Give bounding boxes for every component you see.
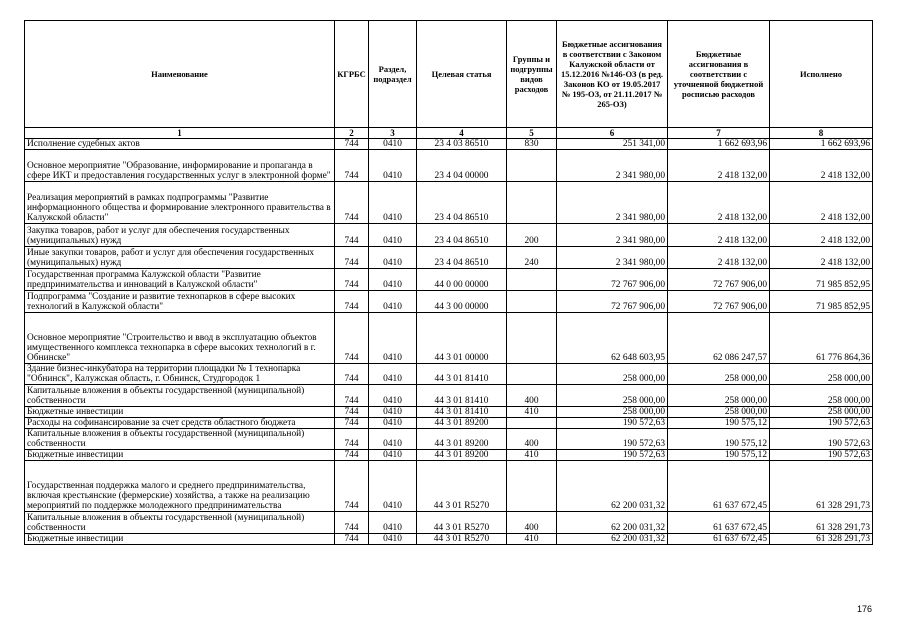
cell-executed: 258 000,00 (770, 407, 873, 418)
cell-kgrbs: 744 (335, 150, 369, 182)
cell-law: 62 200 031,32 (557, 512, 668, 534)
cell-section: 0410 (369, 269, 417, 291)
cell-kgrbs: 744 (335, 224, 369, 247)
cell-target: 23 4 04 00000 (417, 150, 507, 182)
cell-executed: 2 418 132,00 (770, 182, 873, 224)
cell-law: 72 767 906,00 (557, 291, 668, 313)
header-target: Целевая статья (417, 21, 507, 128)
cell-name: Расходы на софинансирование за счет средств областного бюджета (25, 418, 335, 429)
cell-name: Исполнение судебных актов (25, 139, 335, 150)
cell-kgrbs: 744 (335, 247, 369, 269)
column-number: 6 (557, 128, 668, 139)
cell-refined: 62 086 247,57 (668, 313, 770, 364)
table-body (25, 139, 873, 545)
cell-vr (507, 291, 557, 313)
cell-target: 23 4 04 86510 (417, 247, 507, 269)
table-row (25, 269, 873, 291)
cell-name: Государственная поддержка малого и среднего предпринимательства, включая крестьянские (фермерские) хозяйства, а также на реализацию мероприятий по поддержке молодежного предпринимательства (25, 461, 335, 512)
cell-executed: 61 776 864,36 (770, 313, 873, 364)
cell-executed: 61 328 291,73 (770, 534, 873, 545)
header-law: Бюджетные ассигнования в соответствии с Законом Калужской области от 15.12.2016 №146-ОЗ (в ред. Законов КО от 19.05.2017 № 195-ОЗ, от 21.11.2017 № 265-ОЗ) (557, 21, 668, 128)
table-row (25, 461, 873, 512)
cell-name: Бюджетные инвестиции (25, 450, 335, 461)
cell-executed: 71 985 852,95 (770, 291, 873, 313)
cell-target: 23 4 04 86510 (417, 224, 507, 247)
budget-table (24, 20, 873, 545)
cell-refined: 190 575,12 (668, 450, 770, 461)
cell-kgrbs: 744 (335, 407, 369, 418)
cell-target: 44 3 00 00000 (417, 291, 507, 313)
table-row (25, 385, 873, 407)
cell-executed: 71 985 852,95 (770, 269, 873, 291)
cell-section: 0410 (369, 364, 417, 385)
cell-executed: 1 662 693,96 (770, 139, 873, 150)
cell-target: 23 4 04 86510 (417, 182, 507, 224)
cell-section: 0410 (369, 313, 417, 364)
cell-refined: 2 418 132,00 (668, 247, 770, 269)
column-number: 7 (668, 128, 770, 139)
cell-section: 0410 (369, 534, 417, 545)
cell-kgrbs: 744 (335, 182, 369, 224)
table-row (25, 450, 873, 461)
cell-law: 2 341 980,00 (557, 247, 668, 269)
header-groups: Группы и подгруппы видов расходов (507, 21, 557, 128)
cell-refined: 1 662 693,96 (668, 139, 770, 150)
cell-executed: 190 572,63 (770, 418, 873, 429)
cell-target: 44 3 01 89200 (417, 418, 507, 429)
cell-name: Государственная программа Калужской области "Развитие предпринимательства и инноваций в Калужской области" (25, 269, 335, 291)
cell-law: 2 341 980,00 (557, 224, 668, 247)
cell-vr: 830 (507, 139, 557, 150)
column-number: 2 (335, 128, 369, 139)
cell-kgrbs: 744 (335, 450, 369, 461)
cell-name: Здание бизнес-инкубатора на территории площадки № 1 технопарка "Обнинск", Калужская область, г. Обнинск, Студгородок 1 (25, 364, 335, 385)
cell-law: 190 572,63 (557, 429, 668, 450)
cell-vr (507, 182, 557, 224)
cell-kgrbs: 744 (335, 364, 369, 385)
cell-name: Капитальные вложения в объекты государственной (муниципальной) собственности (25, 429, 335, 450)
cell-refined: 61 637 672,45 (668, 534, 770, 545)
cell-law: 190 572,63 (557, 450, 668, 461)
cell-refined: 72 767 906,00 (668, 291, 770, 313)
cell-vr (507, 418, 557, 429)
cell-executed: 2 418 132,00 (770, 224, 873, 247)
cell-vr: 240 (507, 247, 557, 269)
table-row (25, 291, 873, 313)
cell-law: 62 200 031,32 (557, 534, 668, 545)
table-row (25, 364, 873, 385)
table-row (25, 247, 873, 269)
cell-refined: 190 575,12 (668, 418, 770, 429)
cell-target: 44 3 01 R5270 (417, 461, 507, 512)
column-number-row (25, 128, 873, 139)
cell-name: Реализация мероприятий в рамках подпрограммы "Развитие информационного общества и формирование электронного правительства в Калужской области" (25, 182, 335, 224)
cell-target: 44 3 01 89200 (417, 429, 507, 450)
table-row (25, 407, 873, 418)
cell-vr: 200 (507, 224, 557, 247)
cell-section: 0410 (369, 247, 417, 269)
cell-name: Бюджетные инвестиции (25, 534, 335, 545)
cell-target: 44 3 01 81410 (417, 385, 507, 407)
cell-kgrbs: 744 (335, 313, 369, 364)
cell-refined: 258 000,00 (668, 407, 770, 418)
cell-name: Основное мероприятие "Образование, информирование и пропаганда в сфере ИКТ и предоставления государственных услуг в электронной форме" (25, 150, 335, 182)
table-row (25, 534, 873, 545)
cell-section: 0410 (369, 418, 417, 429)
cell-executed: 190 572,63 (770, 429, 873, 450)
cell-law: 2 341 980,00 (557, 182, 668, 224)
cell-target: 44 0 00 00000 (417, 269, 507, 291)
cell-target: 44 3 01 81410 (417, 364, 507, 385)
column-number: 5 (507, 128, 557, 139)
cell-law: 2 341 980,00 (557, 150, 668, 182)
cell-refined: 61 637 672,45 (668, 461, 770, 512)
table-row (25, 139, 873, 150)
cell-name: Капитальные вложения в объекты государственной (муниципальной) собственности (25, 512, 335, 534)
cell-section: 0410 (369, 450, 417, 461)
cell-vr (507, 269, 557, 291)
column-number: 4 (417, 128, 507, 139)
cell-kgrbs: 744 (335, 512, 369, 534)
cell-executed: 2 418 132,00 (770, 150, 873, 182)
header-name: Наименование (25, 21, 335, 128)
cell-kgrbs: 744 (335, 385, 369, 407)
cell-law: 258 000,00 (557, 407, 668, 418)
cell-section: 0410 (369, 429, 417, 450)
cell-vr (507, 313, 557, 364)
table-row (25, 418, 873, 429)
header-section: Раздел, подраздел (369, 21, 417, 128)
cell-kgrbs: 744 (335, 269, 369, 291)
cell-executed: 2 418 132,00 (770, 247, 873, 269)
column-number: 8 (770, 128, 873, 139)
cell-section: 0410 (369, 182, 417, 224)
cell-law: 62 200 031,32 (557, 461, 668, 512)
cell-name: Основное мероприятие "Строительство и ввод в эксплуатацию объектов имущественного комплекса технопарка в сфере высоких технологий в г. Обнинске" (25, 313, 335, 364)
column-number: 1 (25, 128, 335, 139)
cell-vr: 400 (507, 512, 557, 534)
cell-vr: 410 (507, 407, 557, 418)
cell-section: 0410 (369, 291, 417, 313)
table-row (25, 150, 873, 182)
cell-executed: 258 000,00 (770, 385, 873, 407)
table-row (25, 224, 873, 247)
cell-refined: 258 000,00 (668, 364, 770, 385)
cell-target: 44 3 01 89200 (417, 450, 507, 461)
cell-vr (507, 364, 557, 385)
cell-executed: 61 328 291,73 (770, 512, 873, 534)
cell-law: 62 648 603,95 (557, 313, 668, 364)
cell-executed: 258 000,00 (770, 364, 873, 385)
table-row (25, 429, 873, 450)
cell-name: Подпрограмма "Создание и развитие технопарков в сфере высоких технологий в Калужской области" (25, 291, 335, 313)
cell-refined: 190 575,12 (668, 429, 770, 450)
cell-kgrbs: 744 (335, 461, 369, 512)
cell-section: 0410 (369, 407, 417, 418)
column-number: 3 (369, 128, 417, 139)
cell-kgrbs: 744 (335, 429, 369, 450)
page-number: 176 (856, 604, 872, 614)
cell-refined: 2 418 132,00 (668, 150, 770, 182)
cell-law: 258 000,00 (557, 364, 668, 385)
cell-section: 0410 (369, 224, 417, 247)
cell-refined: 61 637 672,45 (668, 512, 770, 534)
cell-name: Бюджетные инвестиции (25, 407, 335, 418)
cell-kgrbs: 744 (335, 534, 369, 545)
table-row (25, 512, 873, 534)
cell-law: 251 341,00 (557, 139, 668, 150)
cell-target: 44 3 01 R5270 (417, 534, 507, 545)
cell-target: 44 3 01 00000 (417, 313, 507, 364)
cell-refined: 2 418 132,00 (668, 182, 770, 224)
header-row (25, 21, 873, 128)
table-row (25, 182, 873, 224)
cell-vr: 400 (507, 385, 557, 407)
cell-name: Иные закупки товаров, работ и услуг для обеспечения государственных (муниципальных) нужд (25, 247, 335, 269)
cell-target: 44 3 01 R5270 (417, 512, 507, 534)
cell-section: 0410 (369, 385, 417, 407)
cell-law: 72 767 906,00 (557, 269, 668, 291)
cell-kgrbs: 744 (335, 418, 369, 429)
cell-executed: 190 572,63 (770, 450, 873, 461)
cell-vr: 400 (507, 429, 557, 450)
cell-refined: 72 767 906,00 (668, 269, 770, 291)
cell-kgrbs: 744 (335, 139, 369, 150)
header-kgrbs: КГРБС (335, 21, 369, 128)
cell-section: 0410 (369, 150, 417, 182)
cell-executed: 61 328 291,73 (770, 461, 873, 512)
cell-section: 0410 (369, 512, 417, 534)
cell-section: 0410 (369, 139, 417, 150)
cell-vr (507, 150, 557, 182)
header-executed: Исполнено (770, 21, 873, 128)
cell-kgrbs: 744 (335, 291, 369, 313)
cell-vr: 410 (507, 534, 557, 545)
cell-vr (507, 461, 557, 512)
cell-target: 44 3 01 81410 (417, 407, 507, 418)
cell-law: 258 000,00 (557, 385, 668, 407)
cell-target: 23 4 03 86510 (417, 139, 507, 150)
cell-section: 0410 (369, 461, 417, 512)
table-row (25, 313, 873, 364)
cell-law: 190 572,63 (557, 418, 668, 429)
cell-name: Капитальные вложения в объекты государственной (муниципальной) собственности (25, 385, 335, 407)
cell-refined: 258 000,00 (668, 385, 770, 407)
header-refined: Бюджетные ассигнования в соответствии с уточненной бюджетной росписью расходов (668, 21, 770, 128)
cell-name: Закупка товаров, работ и услуг для обеспечения государственных (муниципальных) нужд (25, 224, 335, 247)
cell-vr: 410 (507, 450, 557, 461)
cell-refined: 2 418 132,00 (668, 224, 770, 247)
